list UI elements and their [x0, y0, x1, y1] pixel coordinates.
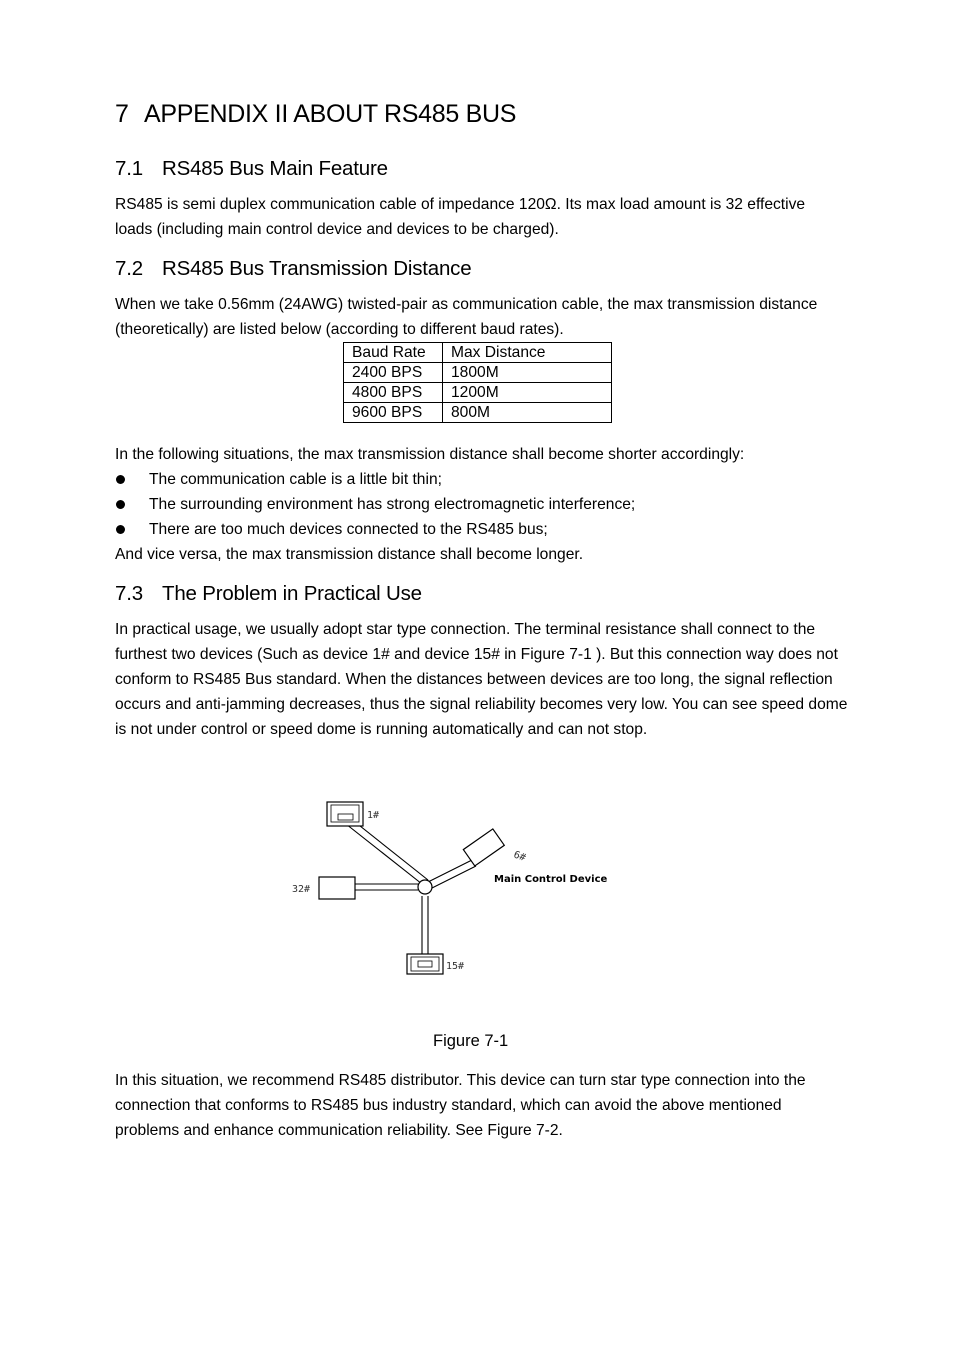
device-32-icon — [319, 877, 355, 899]
chapter-heading: 7 APPENDIX II ABOUT RS485 BUS — [115, 100, 517, 128]
section-heading-7-1: 7.1 RS485 Bus Main Feature — [115, 157, 388, 180]
table-cell: 1800M — [443, 363, 612, 383]
table-row — [344, 383, 612, 403]
baud-rate-table — [343, 342, 612, 423]
section-heading-7-3: 7.3 The Problem in Practical Use — [115, 582, 422, 605]
device-1-icon — [327, 802, 363, 826]
label-main-control-device: Main Control Device — [494, 874, 608, 885]
table-cell: 2400 BPS — [344, 363, 443, 383]
bus-cables — [346, 818, 476, 955]
section-7-2-paragraph: When we take 0.56mm (24AWG) twisted-pair as communication cable, the max transmission distance (theoretically) are listed below (according to different baud rates). — [115, 296, 818, 338]
main-control-hub-icon — [418, 880, 432, 894]
table-row — [344, 363, 612, 383]
label-device-32: 32# — [292, 884, 311, 895]
table-cell: 1200M — [443, 383, 612, 403]
table-cell: 800M — [443, 403, 612, 423]
distributor-paragraph: In this situation, we recommend RS485 distributor. This device can turn star type connection into the connection that conforms to RS485 bus industry standard, which can avoid the above mentioned problems and enhance communication reliability. See Figure 7-2. — [115, 1072, 806, 1139]
table-row — [344, 403, 612, 423]
bullet-dot-icon — [116, 525, 125, 534]
table-header-row — [344, 343, 612, 363]
star-connection-diagram — [285, 790, 615, 990]
device-6-icon — [463, 829, 504, 866]
section-heading-7-2: 7.2 RS485 Bus Transmission Distance — [115, 257, 472, 280]
label-device-15: 15# — [446, 961, 465, 972]
situations-outro: And vice versa, the max transmission distance shall become longer. — [115, 546, 584, 563]
situations-intro: In the following situations, the max transmission distance shall become shorter accordingly: — [115, 446, 745, 463]
bullet-dot-icon — [116, 500, 125, 509]
table-cell: 9600 BPS — [344, 403, 443, 423]
section-7-1-paragraph: RS485 is semi duplex communication cable of impedance 120Ω. Its max load amount is 32 effective loads (including main control device and devices to be charged). — [115, 196, 806, 238]
bullet-dot-icon — [116, 475, 125, 484]
table-cell: 4800 BPS — [344, 383, 443, 403]
label-device-1: 1# — [367, 810, 380, 821]
table-header-cell: Baud Rate — [344, 343, 443, 363]
document-page: 7 APPENDIX II ABOUT RS485 BUS 7.1 RS485 Bus Main Feature RS485 is semi duplex communication cable of impedance 120Ω. Its max load amount is 32 effective loads (including main control device and devices to be charged). 7.2 RS485 Bus Transmission Distance When we take 0.56mm (24AWG) twisted-pair as communication cable, the max transmission distance (theoretically) are listed below (according to different baud rates). Baud Rate Max Distance 2400 BPS 1800M 4800 BPS 1200M 9600 BPS 800M In the following situations, the max transmission distance shall become shorter accordingly: The communication cable is a little bit thin; The surrounding environment has strong electromagnetic interference; There are too much devices connected to the RS485 bus; And vice versa, the max transmission distance shall become longer. 7.3 The Problem in Practical Use In practical usage, we usually adopt star type connection. The terminal resistance shall connect to the furthest two devices (Such as device 1# and device 15# in Figure 7-1 ). But this connection way does not conform to RS485 Bus standard. When the distances between devices are too long, the signal reflection occurs and anti-jamming decreases, thus the signal reliability becomes very low. You can see speed dome is not under control or speed dome is running automatically and can not stop. 1# 6# 32# 15# Main Control Device Figure 7-1 In this situation, we recommend RS485 distributor. This device can turn star type connection into the connection that conforms to RS485 bus industry standard, which can avoid the above mentioned problems and enhance communication reliability. See Figure 7-2. — [0, 0, 954, 1350]
device-15-icon — [407, 954, 443, 974]
label-device-6: 6# — [511, 849, 528, 864]
table-header-cell: Max Distance — [443, 343, 612, 363]
figure-caption: Figure 7-1 — [433, 1032, 509, 1050]
section-7-3-paragraph: In practical usage, we usually adopt star type connection. The terminal resistance shall connect to the furthest two devices (Such as device 1# and device 15# in Figure 7-1 ). But this connection way does not conform to RS485 Bus standard. When the distances between devices are too long, the signal reflection occurs and anti-jamming decreases, thus the signal reliability becomes very low. You can see speed dome is not under control or speed dome is running automatically and can not stop. — [115, 621, 848, 738]
